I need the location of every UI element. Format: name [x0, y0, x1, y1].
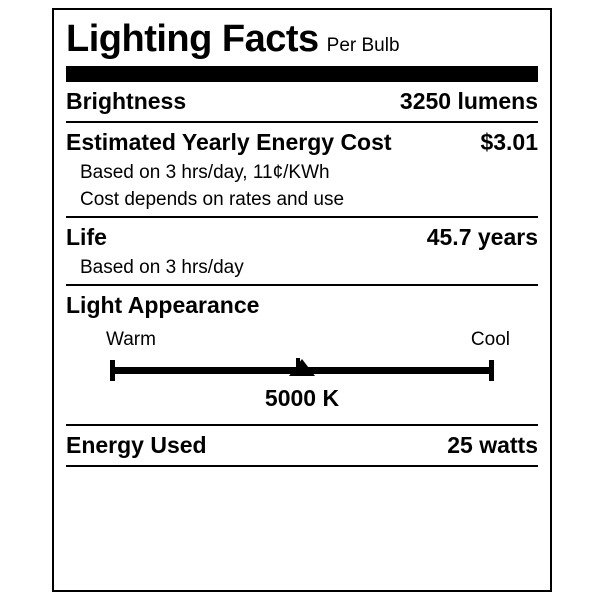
scale-end-cap-left — [110, 360, 115, 381]
life-note: Based on 3 hrs/day — [80, 256, 244, 278]
appearance-scale-labels — [66, 325, 538, 353]
label-title-row — [66, 10, 538, 62]
light-appearance-label: Light Appearance — [66, 291, 260, 318]
brightness-row — [66, 82, 538, 121]
appearance-scale — [94, 353, 510, 383]
energy-cost-row — [66, 123, 538, 162]
energy-used-label: Energy Used — [66, 431, 207, 458]
scale-pointer-icon — [289, 359, 315, 376]
life-label: Life — [66, 223, 107, 250]
scale-end-cap-right — [489, 360, 494, 381]
energy-used-row — [66, 426, 538, 465]
scale-label-warm: Warm — [106, 328, 156, 350]
page-title: Lighting Facts — [66, 18, 319, 60]
label-footer-blank — [66, 467, 538, 547]
brightness-value: 3250 lumens — [399, 87, 538, 114]
life-value: 45.7 years — [426, 223, 538, 250]
title-divider-bar — [66, 66, 538, 82]
life-row — [66, 218, 538, 257]
energy-cost-value: $3.01 — [480, 128, 538, 155]
lighting-facts-label — [52, 8, 552, 592]
energy-used-value: 25 watts — [447, 431, 538, 458]
energy-cost-note-2: Cost depends on rates and use — [80, 188, 345, 210]
light-appearance-row — [66, 286, 538, 325]
color-temperature-value: 5000 K — [264, 384, 340, 411]
energy-cost-label: Estimated Yearly Energy Cost — [66, 128, 392, 155]
brightness-label: Brightness — [66, 87, 187, 114]
energy-cost-note-1: Based on 3 hrs/day, 11¢/KWh — [80, 161, 330, 183]
scale-label-cool: Cool — [470, 328, 510, 350]
page-subtitle: Per Bulb — [326, 35, 400, 56]
light-appearance-block — [66, 286, 538, 424]
